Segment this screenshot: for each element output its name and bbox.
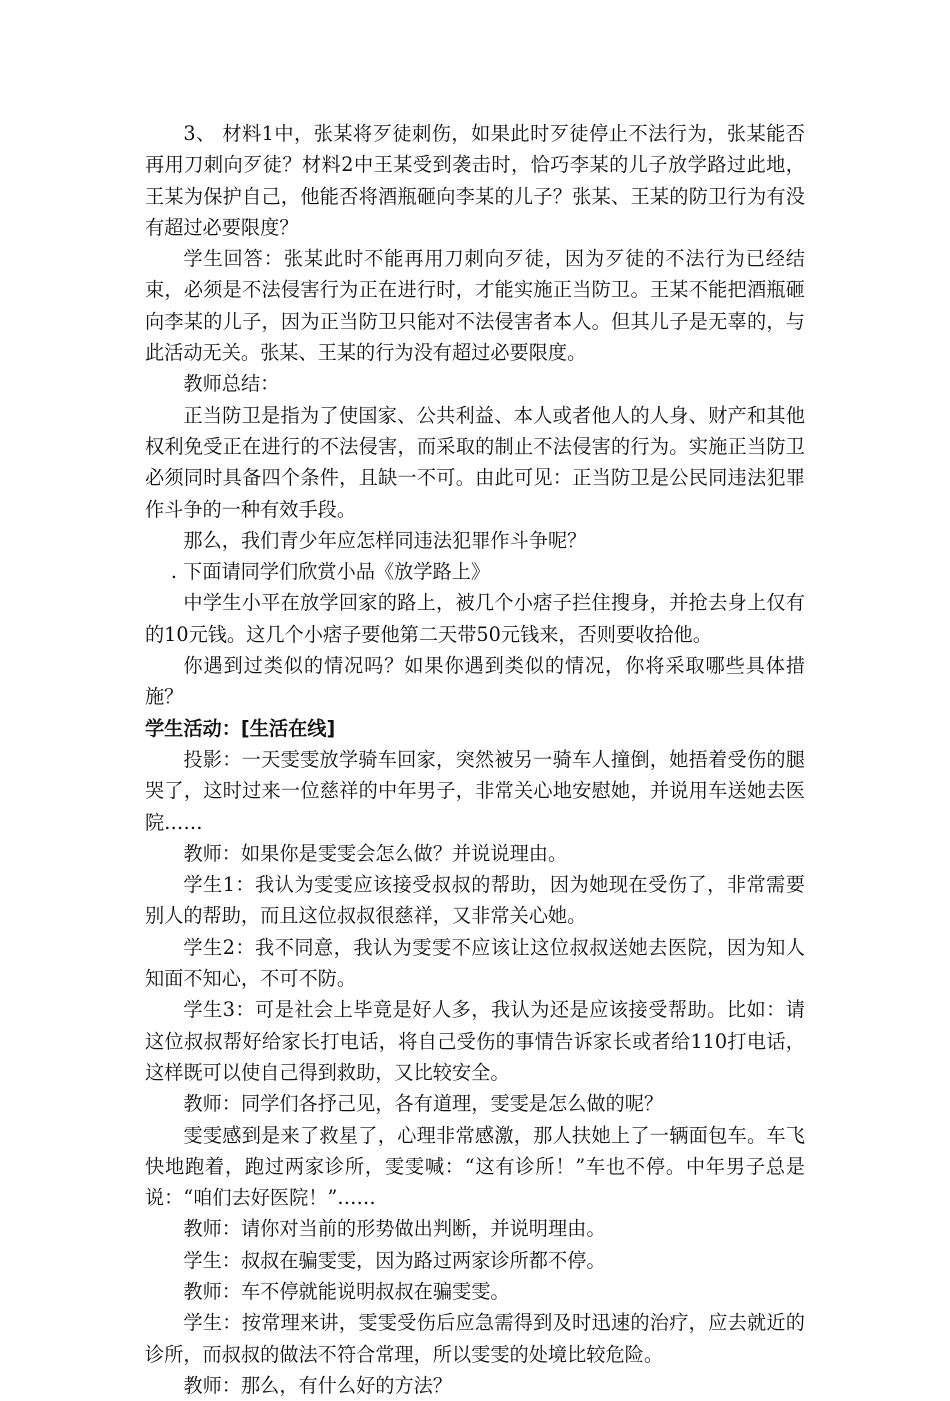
- paragraph-teacher-summary-label: 教师总结：: [183, 372, 280, 396]
- paragraph-teacher-final-question: 教师：那么，有什么好的方法？: [183, 1373, 453, 1397]
- paragraph-student-1: 学生1：我认为雯雯应该接受叔叔的帮助，因为她现在受伤了，非常需要别人的帮助，而且这位叔叔很慈祥，又非常关心她。: [145, 873, 805, 928]
- document-page: [145, 118, 805, 1401]
- paragraph-sketch-intro: . 下面请同学们欣赏小品《放学路上》: [170, 560, 491, 584]
- paragraph-wenwen-story: 雯雯感到是来了救星了，心理非常感激，那人扶她上了一辆面包车。车飞快地跑着，跑过两家诊所，雯雯喊：“这有诊所！”车也不停。中年男子总是说：“咱们去好医院！”……: [145, 1123, 805, 1210]
- paragraph-student-2: 学生2：我不同意，我认为雯雯不应该让这位叔叔送她去医院，因为知人知面不知心，不可不防。: [145, 935, 805, 991]
- paragraph-teacher-followup: 教师：同学们各抒己见，各有道理，雯雯是怎么做的呢？: [183, 1092, 664, 1116]
- paragraph-teacher-question: 教师：如果你是雯雯会怎么做？并说说理由。: [183, 841, 568, 865]
- paragraph-self-defense-definition: 正当防卫是指为了使国家、公共利益、本人或者他人的人身、财产和其他权利免受正在进行的不法侵害，而采取的制止不法侵害的行为。实施正当防卫必须同时具备四个条件，且缺一不可。由此可见：正当防卫是公民同违法犯罪作斗争的一种有效手段。: [145, 403, 805, 521]
- paragraph-xiaoping-story: 中学生小平在放学回家的路上，被几个小痞子拦住搜身，并抢去身上仅有的10元钱。这几个小痞子要他第二天带50元钱来，否则要收拾他。: [145, 591, 805, 646]
- paragraph-similar-situation-question: 你遇到过类似的情况吗？如果你遇到类似的情况，你将采取哪些具体措施？: [145, 654, 805, 709]
- paragraph-student-3: 学生3：可是社会上毕竟是好人多，我认为还是应该接受帮助。比如：请这位叔叔帮好给家长打电话，将自己受伤的事情告诉家长或者给110打电话，这样既可以使自己得到救助，又比较安全。: [145, 998, 805, 1084]
- paragraph-question-3: 3、 材料1中，张某将歹徒刺伤，如果此时歹徒停止不法行为，张某能否再用刀刺向歹徒？材料2中王某受到袭击时，恰巧李某的儿子放学路过此地，王某为保护自己，他能否将酒瓶砸向李某的儿子？张某、王某的防卫行为有没有超过必要限度？: [145, 122, 805, 239]
- paragraph-student-answer: 学生回答：张某此时不能再用刀刺向歹徒，因为歹徒的不法行为已经结束，必须是不法侵害行为正在进行时，才能实施正当防卫。王某不能把酒瓶砸向李某的儿子，因为正当防卫只能对不法侵害者本人。但其儿子是无辜的，与此活动无关。张某、王某的行为没有超过必要限度。: [145, 247, 805, 365]
- paragraph-how-to-fight-crime: 那么，我们青少年应怎样同违法犯罪作斗争呢？: [183, 528, 587, 552]
- paragraph-student-reply: 学生：叔叔在骗雯雯，因为路过两家诊所都不停。: [183, 1248, 606, 1272]
- paragraph-projection: 投影：一天雯雯放学骑车回家，突然被另一骑车人撞倒，她捂着受伤的腿哭了，这时过来一位慈祥的中年男子，非常关心地安慰她，并说用车送她去医院……: [145, 747, 805, 834]
- paragraph-teacher-judgement: 教师：请你对当前的形势做出判断，并说明理由。: [183, 1217, 606, 1241]
- section-heading-student-activity: 学生活动：[生活在线]: [145, 716, 336, 740]
- paragraph-student-reasoning: 学生：按常理来讲，雯雯受伤后应急需得到及时迅速的治疗，应去就近的诊所，而叔叔的做法不符合常理，所以雯雯的处境比较危险。: [145, 1311, 805, 1366]
- paragraph-teacher-challenge: 教师：车不停就能说明叔叔在骗雯雯。: [183, 1279, 510, 1303]
